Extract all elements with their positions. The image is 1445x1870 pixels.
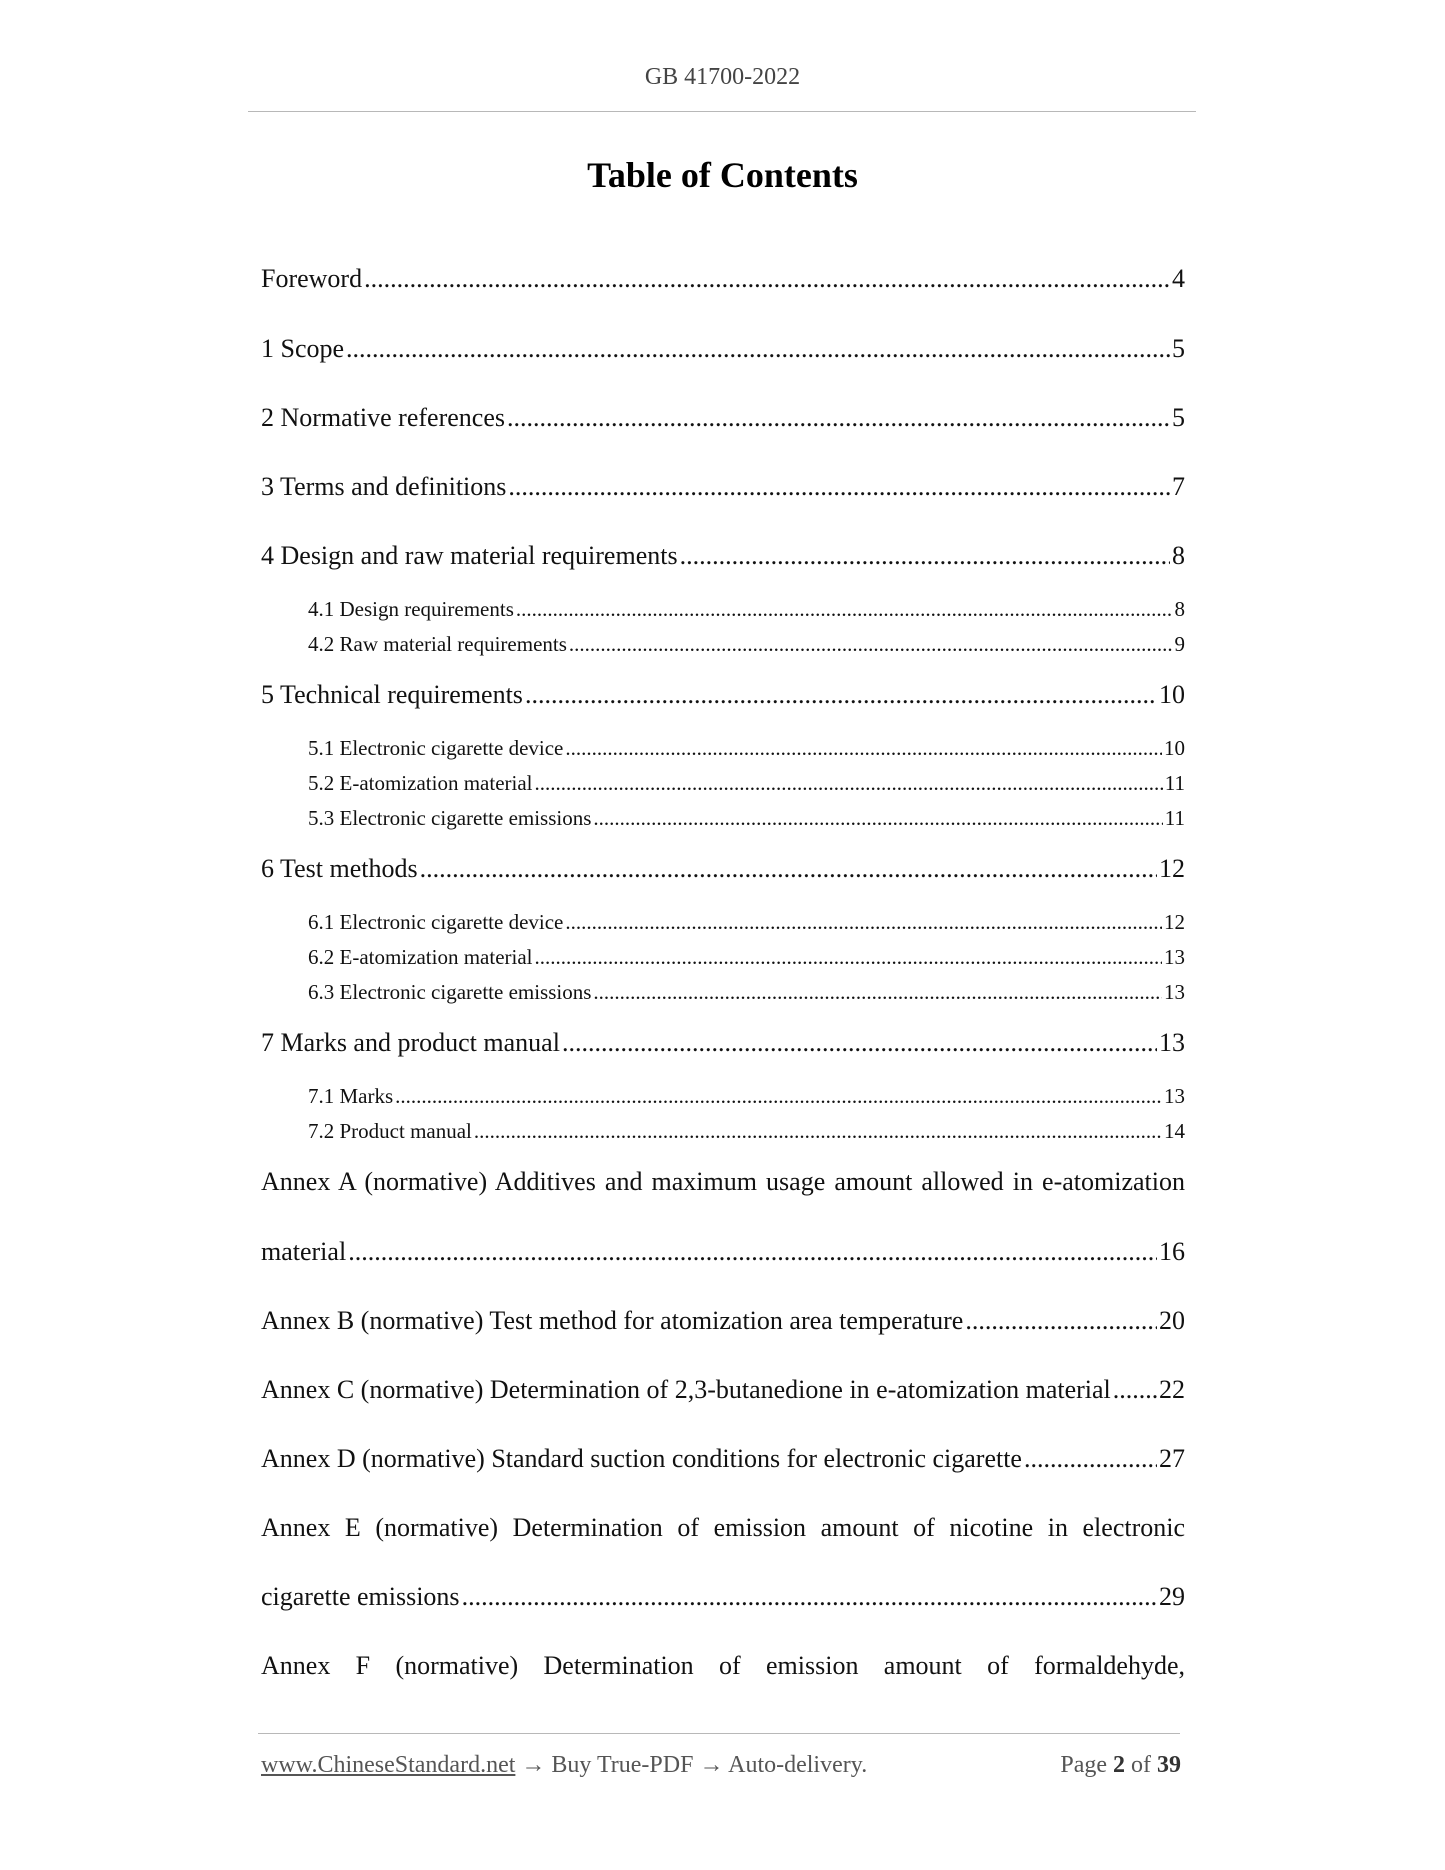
toc-entry-label: Annex D (normative) Standard suction conditions for electronic cigarette	[261, 1444, 1022, 1473]
toc-entry-label: 6.3 Electronic cigarette emissions	[308, 980, 592, 1004]
toc-subentry-5-1[interactable]	[308, 736, 1185, 761]
toc-entry-label: 4.1 Design requirements	[308, 597, 514, 621]
toc-subentry-5-2[interactable]	[308, 771, 1185, 796]
toc-entry-annex-a[interactable]	[261, 1237, 1185, 1267]
toc-entry-label: Annex C (normative) Determination of 2,3-butanedione in e-atomization material	[261, 1375, 1111, 1404]
toc-page-number: 27	[1159, 1444, 1185, 1473]
toc-entry-label: 5.2 E-atomization material	[308, 771, 533, 795]
toc-entry-label: material	[261, 1237, 347, 1266]
dot-leader	[508, 472, 1170, 502]
toc-entry-annex-e[interactable]	[261, 1582, 1185, 1612]
page-word: Page	[1060, 1752, 1107, 1778]
toc-entry-label: 7.2 Product manual	[308, 1119, 472, 1143]
toc-page-number: 10	[1164, 736, 1185, 760]
toc-page-number: 29	[1159, 1582, 1185, 1611]
toc-entry-label: cigarette emissions	[261, 1582, 460, 1611]
toc-page-number: 14	[1164, 1119, 1185, 1143]
toc-page-number: 13	[1164, 980, 1185, 1004]
toc-entry-annex-c[interactable]	[261, 1375, 1185, 1405]
toc-page-number: 12	[1164, 910, 1185, 934]
toc-page-number: 11	[1164, 771, 1185, 795]
total-pages-number: 39	[1157, 1752, 1181, 1778]
toc-entry-annex-f-line1[interactable]: Annex F (normative) Determination of emission amount of formaldehyde,	[261, 1651, 1185, 1680]
dot-leader	[965, 1306, 1157, 1336]
toc-page-number: 9	[1174, 632, 1185, 656]
toc-subentry-4-1[interactable]	[308, 597, 1185, 622]
toc-entry-label: 1 Scope	[261, 334, 345, 363]
dot-leader	[593, 980, 1162, 1005]
dot-leader	[395, 1084, 1162, 1109]
document-code-header: GB 41700-2022	[644, 64, 801, 90]
toc-entry-technical-requirements[interactable]	[261, 680, 1185, 710]
dot-leader	[569, 632, 1173, 657]
dot-leader	[1024, 1444, 1157, 1474]
toc-entry-normative-references[interactable]	[261, 403, 1185, 433]
dot-leader	[1113, 1375, 1157, 1405]
toc-entry-label: 5 Technical requirements	[261, 680, 523, 709]
page-title: Table of Contents	[587, 155, 858, 195]
toc-entry-terms-definitions[interactable]	[261, 472, 1185, 502]
toc-entry-design-requirements[interactable]	[261, 541, 1185, 571]
toc-entry-label: Annex B (normative) Test method for atomization area temperature	[261, 1306, 964, 1335]
page-indicator	[1060, 1752, 1181, 1779]
toc-page-number: 13	[1159, 1028, 1185, 1057]
toc-entry-foreword[interactable]	[261, 264, 1185, 294]
toc-entry-label: 6 Test methods	[261, 854, 418, 883]
dot-leader	[565, 910, 1162, 935]
toc-page-number: 12	[1159, 854, 1185, 883]
dot-leader	[565, 736, 1162, 761]
footer-divider	[258, 1733, 1180, 1734]
toc-page-number: 13	[1164, 1084, 1185, 1108]
toc-page-number: 10	[1159, 680, 1185, 709]
toc-entry-label: 2 Normative references	[261, 403, 505, 432]
header-divider	[248, 111, 1196, 112]
dot-leader	[535, 771, 1163, 796]
toc-entry-label: 3 Terms and definitions	[261, 472, 507, 501]
toc-entry-label: 7 Marks and product manual	[261, 1028, 560, 1057]
toc-subentry-5-3[interactable]	[308, 806, 1185, 831]
toc-page-number: 16	[1159, 1237, 1185, 1266]
toc-page-number: 11	[1164, 806, 1185, 830]
toc-page-number: 8	[1174, 597, 1185, 621]
dot-leader	[593, 806, 1162, 831]
toc-page-number: 8	[1172, 541, 1185, 570]
toc-subentry-6-3[interactable]	[308, 980, 1185, 1005]
toc-entry-label: 5.1 Electronic cigarette device	[308, 736, 564, 760]
toc-entry-label: Foreword	[261, 264, 363, 293]
toc-entry-label: 4.2 Raw material requirements	[308, 632, 567, 656]
toc-page-number: 20	[1159, 1306, 1185, 1335]
dot-leader	[525, 680, 1157, 710]
dot-leader	[516, 597, 1173, 622]
toc-entry-test-methods[interactable]	[261, 854, 1185, 884]
dot-leader	[474, 1119, 1162, 1144]
toc-entry-label: 6.2 E-atomization material	[308, 945, 533, 969]
toc-entry-label: 5.3 Electronic cigarette emissions	[308, 806, 592, 830]
dot-leader	[348, 1237, 1157, 1267]
toc-entry-annex-d[interactable]	[261, 1444, 1185, 1474]
toc-page-number: 22	[1159, 1375, 1185, 1404]
dot-leader	[507, 403, 1170, 433]
page-footer	[261, 1752, 1181, 1779]
toc-page-number: 7	[1172, 472, 1185, 501]
toc-subentry-7-1[interactable]	[308, 1084, 1185, 1109]
toc-subentry-4-2[interactable]	[308, 632, 1185, 657]
toc-entry-annex-a-line1[interactable]: Annex A (normative) Additives and maximum usage amount allowed in e-atomization	[261, 1167, 1185, 1196]
toc-entry-annex-e-line1[interactable]: Annex E (normative) Determination of emission amount of nicotine in electronic	[261, 1513, 1185, 1542]
toc-page-number: 13	[1164, 945, 1185, 969]
toc-entry-label: 7.1 Marks	[308, 1084, 394, 1108]
dot-leader	[535, 945, 1163, 970]
toc-entry-scope[interactable]	[261, 334, 1185, 364]
dot-leader	[680, 541, 1170, 571]
toc-subentry-6-2[interactable]	[308, 945, 1185, 970]
footer-promo-text: → Buy True-PDF → Auto-delivery.	[515, 1752, 868, 1778]
toc-subentry-6-1[interactable]	[308, 910, 1185, 935]
of-word: of	[1131, 1752, 1151, 1778]
dot-leader	[462, 1582, 1157, 1612]
toc-page-number: 5	[1172, 334, 1185, 363]
dot-leader	[364, 264, 1170, 294]
toc-entry-label: 6.1 Electronic cigarette device	[308, 910, 564, 934]
dot-leader	[562, 1028, 1157, 1058]
toc-entry-label: 4 Design and raw material requirements	[261, 541, 678, 570]
dot-leader	[346, 334, 1170, 364]
toc-page-number: 5	[1172, 403, 1185, 432]
current-page-number: 2	[1113, 1752, 1125, 1778]
toc-entry-marks-manual[interactable]	[261, 1028, 1185, 1058]
toc-subentry-7-2[interactable]	[308, 1119, 1185, 1144]
website-link[interactable]: www.ChineseStandard.net	[261, 1752, 516, 1778]
toc-page-number: 4	[1172, 264, 1185, 293]
dot-leader	[420, 854, 1157, 884]
toc-entry-annex-b[interactable]	[261, 1306, 1185, 1336]
